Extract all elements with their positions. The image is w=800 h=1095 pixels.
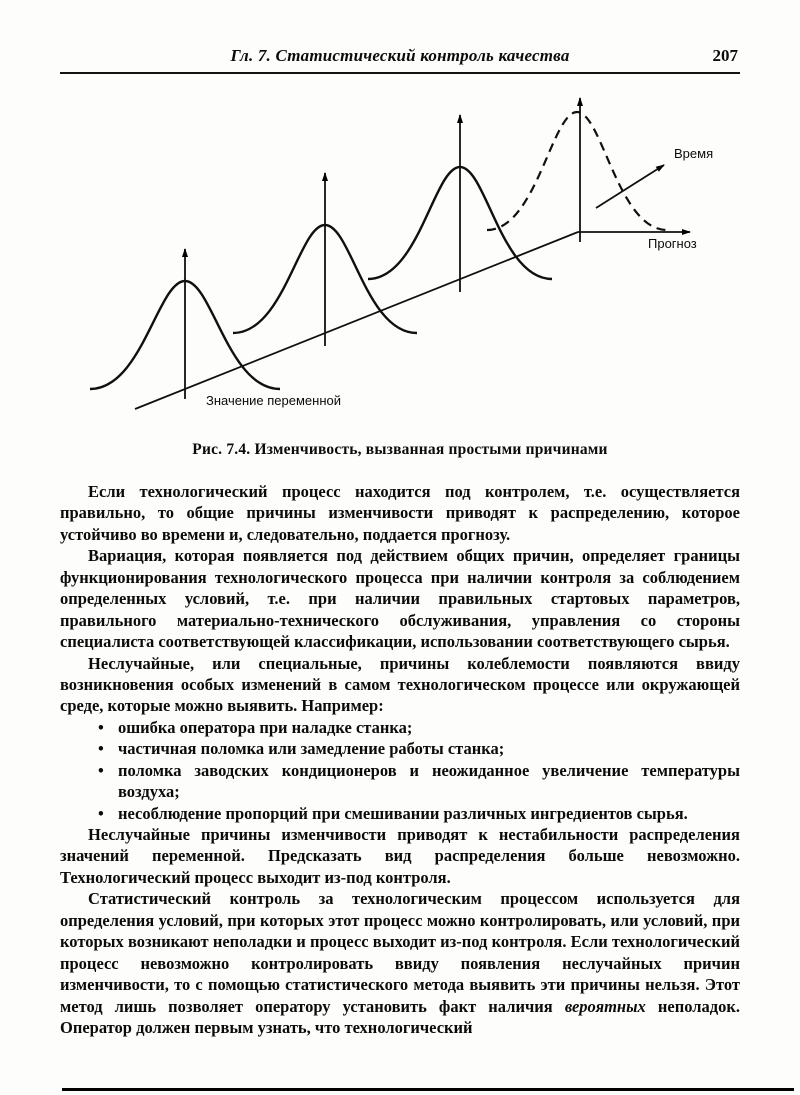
list-item-text: несоблюдение пропорций при смешивании различных ингредиентов сырья. xyxy=(118,803,688,823)
list-item-text: поломка заводских кондиционеров и неожиданное увеличение температуры воздуха; xyxy=(118,760,740,802)
list-item-text: частичная поломка или замедление работы станка; xyxy=(118,739,505,759)
page-bottom-rule xyxy=(62,1088,794,1091)
list-item xyxy=(94,760,740,803)
page-number: 207 xyxy=(712,46,738,65)
bell-curves-diagram xyxy=(0,84,800,429)
figure-caption: Рис. 7.4. Изменчивость, вызванная простыми причинами xyxy=(192,441,608,458)
variable-label: Значение переменной xyxy=(206,393,342,408)
paragraph-2: Вариация, которая появляется под действием общих причин, определяет границы функционирования технологического процесса при наличии контроля за соблюдением определенных условий, т.е. при наличии правильных стартовых параметров, правильного материально-технического обслуживания, управления со стороны специалиста соответствующей классификации, использовании соответствующего сырья. xyxy=(60,546,740,652)
bell-curve-4-forecast xyxy=(487,112,667,230)
figure-7-4 xyxy=(0,84,800,459)
body-text xyxy=(60,481,740,1038)
paragraph-5-italic-term: вероятных xyxy=(564,996,646,1016)
page-header xyxy=(60,46,740,74)
list-item xyxy=(94,803,740,824)
paragraph-3: Неслучайные, или специальные, причины колеблемости появляются ввиду возникновения особых изменений в самом технологическом процессе или окружающей среде, которые можно выявить. Например: xyxy=(60,653,740,716)
time-label: Время xyxy=(674,146,714,161)
paragraph-5-text: неполадок. Оператор должен первым узнать, что технологический xyxy=(60,996,740,1037)
paragraph-4: Неслучайные причины изменчивости приводят к нестабильности распределения значений переменной. Предсказать вид распределения больше невозможно. Технологический процесс выходит из-под контроля. xyxy=(60,825,740,887)
bullet-list xyxy=(94,717,740,824)
list-item xyxy=(94,738,740,759)
paragraph-5-text: Статистический контроль за технологическим процессом используется для определения условий, при которых этот процесс можно контролировать, или условий, при которых возникают неполадки и процесс выходит из-под контроля. Если технологический процесс невозможно контролировать ввиду появления неслучайных причин изменчивости, то с помощью статистического метода выявить эти причины нельзя. Этот метод лишь позволяет оператору установить факт наличия xyxy=(60,889,740,1016)
list-item xyxy=(94,717,740,738)
variable-axis-line xyxy=(135,232,578,409)
list-item-text: ошибка оператора при наладке станка; xyxy=(118,717,413,737)
paragraph-1: Если технологический процесс находится под контролем, т.е. осуществляется правильно, то общие причины изменчивости приводят к распределению, которое устойчиво во времени и, следовательно, поддается прогнозу. xyxy=(60,482,740,544)
forecast-label: Прогноз xyxy=(648,236,697,251)
paragraph-5 xyxy=(60,888,740,1038)
chapter-title: Гл. 7. Статистический контроль качества xyxy=(230,46,570,65)
